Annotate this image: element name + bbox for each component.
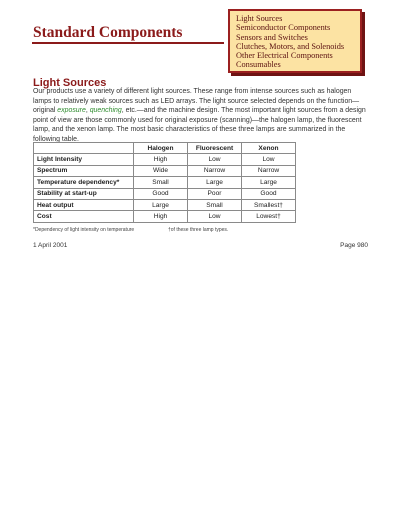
row-label: Cost xyxy=(34,211,134,222)
table-row xyxy=(34,177,296,188)
table-cell: Smallest† xyxy=(242,199,296,210)
table-row xyxy=(34,154,296,165)
table-cell: High xyxy=(134,154,188,165)
nav-link-other-electrical-components[interactable]: Other Electrical Components xyxy=(236,51,333,61)
table-cell: Narrow xyxy=(188,165,242,176)
table-cell: Wide xyxy=(134,165,188,176)
intro-paragraph xyxy=(33,87,368,144)
section-heading: Light Sources xyxy=(33,77,107,90)
table-cell: Large xyxy=(242,177,296,188)
table-row xyxy=(34,199,296,210)
intro-text-part2: , etc.—and the machine design. The most important light sources from a design point of view are those commonly used for original exposure (scanning)—the halogen lamp, the fluorescent lamp, and the xenon lamp. The most basic characteristics of these three lamps are summarized in the following table. xyxy=(33,107,366,143)
table-cell: Good xyxy=(242,188,296,199)
table-header-fluorescent: Fluorescent xyxy=(188,143,242,154)
page-title: Standard Components xyxy=(33,24,183,41)
table-cell: High xyxy=(134,211,188,222)
footnote-temperature: *Dependency of light intensity on temperature xyxy=(33,227,135,233)
nav-link-semiconductor-components[interactable]: Semiconductor Components xyxy=(236,23,331,33)
table-header-blank xyxy=(34,143,134,154)
lamp-comparison-table xyxy=(33,142,296,223)
row-label: Light Intensity xyxy=(34,154,134,165)
table-header-row xyxy=(34,143,296,154)
table-cell: Large xyxy=(188,177,242,188)
intro-separator: , xyxy=(85,107,90,114)
table-row xyxy=(34,165,296,176)
table-header-xenon: Xenon xyxy=(242,143,296,154)
term-exposure: exposure xyxy=(57,107,86,114)
table-row xyxy=(34,188,296,199)
row-label: Stability at start-up xyxy=(34,188,134,199)
topic-nav-box xyxy=(228,9,362,73)
table-cell: Low xyxy=(188,211,242,222)
table-cell: Narrow xyxy=(242,165,296,176)
table-cell: Lowest† xyxy=(242,211,296,222)
table-cell: Small xyxy=(134,177,188,188)
title-underline xyxy=(32,42,224,44)
nav-link-clutches-motors-solenoids[interactable]: Clutches, Motors, and Solenoids xyxy=(236,41,345,51)
table-cell: Good xyxy=(134,188,188,199)
table-cell: Small xyxy=(188,199,242,210)
row-label: Heat output xyxy=(34,199,134,210)
footer-date: 1 April 2001 xyxy=(33,242,68,249)
term-quenching: quenching xyxy=(89,107,122,114)
nav-link-light-sources[interactable]: Light Sources xyxy=(236,14,283,23)
row-label: Spectrum xyxy=(34,165,134,176)
row-label: Temperature dependency* xyxy=(34,177,134,188)
nav-link-sensors-and-switches[interactable]: Sensors and Switches xyxy=(236,32,308,42)
intro-text-part1: Our products use a variety of different light sources. These range from intense sources such as halogen lamps to relatively weak sources such as LED arrays. The light source selected depends on the function—original xyxy=(33,88,360,114)
table-cell: Low xyxy=(242,154,296,165)
table-cell: Large xyxy=(134,199,188,210)
table-row xyxy=(34,211,296,222)
table-header-halogen: Halogen xyxy=(134,143,188,154)
footnote-dagger: †of these three lamp types. xyxy=(168,227,229,233)
nav-link-consumables[interactable]: Consumables xyxy=(236,60,281,70)
table-cell: Poor xyxy=(188,188,242,199)
table-cell: Low xyxy=(188,154,242,165)
footer-page-number: Page 980 xyxy=(340,242,368,249)
